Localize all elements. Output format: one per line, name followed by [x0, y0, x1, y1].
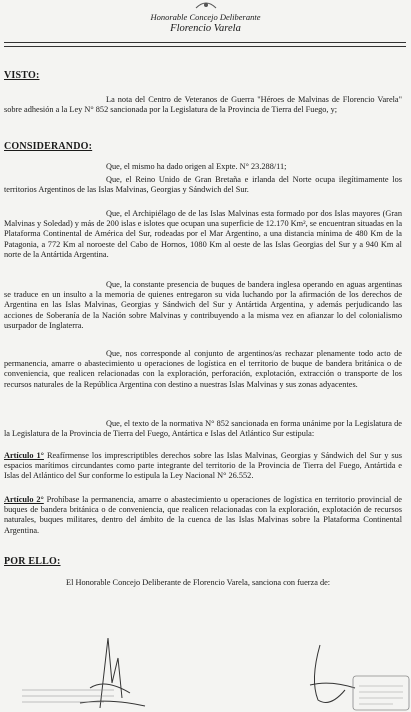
header-title: Honorable Concejo Deliberante [150, 12, 261, 22]
paragraph-considerando-4: Que, la constante presencia de buques de bandera inglesa operando en aguas argentinas se traduce en un insulto a la memoria de quienes entregaron su vida luchando por la afirmación de los derechos de Argentina en las Islas Malvinas, Georgias y Sándwich del Sur y Antártida Argentina, y además perjudicando las acciones de Soberanía de la Nación sobre Malvinas y contribuyendo a la misma vez en afianzar lo del colonialismo usurpador de Inglaterra. [4, 280, 402, 330]
crest-emblem [194, 0, 218, 10]
article-2 [4, 495, 402, 536]
paragraph-considerando-1: Que, el mismo ha dado origen al Expte. N° 23.288/11; [106, 162, 287, 171]
section-por-ello: POR ELLO: [4, 556, 61, 567]
article-2-text: Prohíbase la permanencia, amarre o abastecimiento u operaciones de logística en territorio provincial de buques de bandera británica o de conveniencia, que realicen relacionadas con la exploración, explotación de recursos naturales, buques militares, dentro del ámbito de la cuenca de las Islas Malvinas sobre la Plataforma Continental Argentina. [4, 495, 402, 535]
section-visto: VISTO: [4, 70, 40, 81]
official-stamp [349, 672, 411, 712]
left-stamp [14, 684, 124, 710]
paragraph-closing: El Honorable Concejo Deliberante de Florencio Varela, sanciona con fuerza de: [66, 578, 331, 587]
paragraph-considerando-5: Que, nos corresponde al conjunto de argentinos/as rechazar plenamente todo acto de permanencia, amarre o abastecimiento u operaciones de logística en el territorio de buque de bandera británica o de conveniencia, que realicen relacionadas con la exploración, perforación, explotación, extracción o transporte de los recursos naturales de la República Argentina con destino a nuestras Islas Malvinas y sus zonas adyacentes. [4, 349, 402, 389]
header-rule [4, 42, 406, 43]
paragraph-considerando-3: Que, el Archipiélago de de las Islas Malvinas esta formado por dos Islas mayores (Gran Malvinas y Soledad) y más de 200 islas e islotes que ocupan una superficie de 12.170 Km², se encuentran situadas en la Plataforma Continental de América del Sur, rodeadas por el Mar Argentino, a una distancia mínima de 480 Km de la Patagonia, a 772 Km al noroeste del Cabo de Hornos, 1080 Km al oeste de las Islas Georgias del Sur y a 940 Km al norte de la Antártida Argentina. [4, 209, 402, 259]
article-1-text: Reafírmense los imprescriptibles derechos sobre las Islas Malvinas, Georgias y Sándwich del Sur y sus espacios marítimos circundantes como parte integrante del territorio de la Provincia de Tierra del Fuego, Antártida e Islas del Atlántico del Sur conforme lo estipula la Ley Nacional N° 26.552. [4, 451, 402, 481]
article-2-label: Artículo 2° [4, 495, 44, 504]
paragraph-considerando-6: Que, el texto de la normativa N° 852 sancionada en forma unánime por la Legislatura de la Legislatura de la Provincia de Tierra del Fuego, Antártica e Islas del Atlántico Sur estipula: [4, 419, 402, 439]
header-subtitle: Florencio Varela [170, 23, 241, 34]
section-considerando: CONSIDERANDO: [4, 141, 93, 152]
article-1 [4, 451, 402, 482]
article-1-label: Artículo 1° [4, 451, 44, 460]
header-rule-second [4, 46, 406, 47]
paragraph-considerando-2: Que, el Reino Unido de Gran Bretaña e irlanda del Norte ocupa ilegítimamente los territorios Argentinos de las Islas Malvinas, Georgias y Sándwich del Sur. [4, 175, 402, 195]
paragraph-visto: La nota del Centro de Veteranos de Guerra "Héroes de Malvinas de Florencio Varela" sobre adhesión a la Ley N° 852 sancionada por la Legislatura de la Provincia de Tierra del Fuego, y; [4, 95, 402, 115]
